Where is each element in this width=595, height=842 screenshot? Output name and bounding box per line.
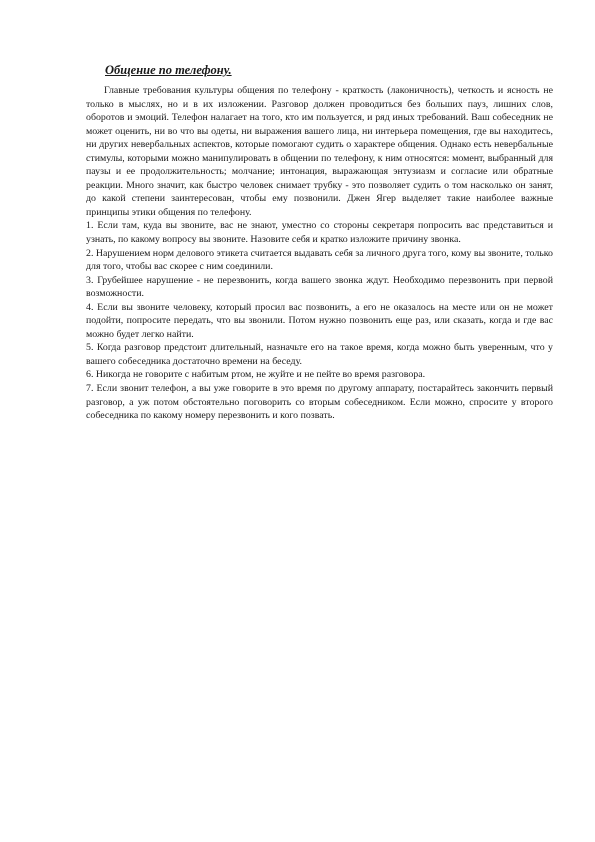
rule-7-paragraph: 7. Если звонит телефон, а вы уже говорите в это время по другому аппарату, постарайтесь закончить первый разговор, а уж потом обстоятельно поговорить со вторым собеседником. Если можно, спросите у второго собеседника по какому номеру перезвонить и кого позвать. <box>86 383 553 422</box>
rule-5-paragraph: 5. Когда разговор предстоит длительный, назначьте его на такое время, когда можно быть уверенным, что у вашего собеседника достаточно времени на беседу. <box>86 342 553 367</box>
rule-6-paragraph: 6. Никогда не говорите с набитым ртом, не жуйте и не пейте во время разговора. <box>86 369 426 381</box>
rule-1-paragraph: 1. Если там, куда вы звоните, вас не знают, уместно со стороны секретаря попросить вас представиться и узнать, по какому вопросу вы звоните. Назовите себя и кратко изложите причину звонка. <box>86 220 553 246</box>
rule-3-paragraph: 3. Грубейшее нарушение - не перезвонить, когда вашего звонка ждут. Необходимо перезвонить при первой возможности. <box>86 274 553 300</box>
intro-paragraph: Главные требования культуры общения по телефону - краткость (лаконичность), четкость и ясность не только в мыслях, но и в их изложении. Разговор должен проводиться без больших пауз, лишних слов, оборотов и эмоций. Телефон налагает на того, кто им пользуется, и ряд иных требований. Ваш собеседник не может оценить, ни во что вы одеты, ни выражения вашего лица, ни интерьера помещения, где вы находитесь, ни других невербальных аспектов, которые помогают судить о характере общения. Однако есть невербальные стимулы, которыми можно манипулировать в общении по телефону, к ним относятся: момент, выбранный для паузы и ее продолжительность; молчание; интонация, выражающая энтузиазм и согласие или обратные реакции. Много значит, как быстро человек снимает трубку - это позволяет судить о том насколько он занят, до какой степени заинтересован, чтобы ему позвонили. Джен Ягер выделяет такие наиболее важные принципы этики общения по телефону. <box>86 85 553 218</box>
document-title: Общение по телефону. <box>105 63 232 77</box>
rule-4-paragraph: 4. Если вы звоните человеку, который просил вас позвонить, а его не оказалось на месте или он не может подойти, попросите передать, что вы звонили. Потом нужно позвонить еще раз, или сказать, когда и где вас можно будет легко найти. <box>86 301 553 340</box>
document-body <box>86 84 553 423</box>
rule-2-paragraph: 2. Нарушением норм делового этикета считается выдавать себя за личного друга того, кому вы звоните, только для того, чтобы вас скорее с ним соединили. <box>86 247 553 273</box>
